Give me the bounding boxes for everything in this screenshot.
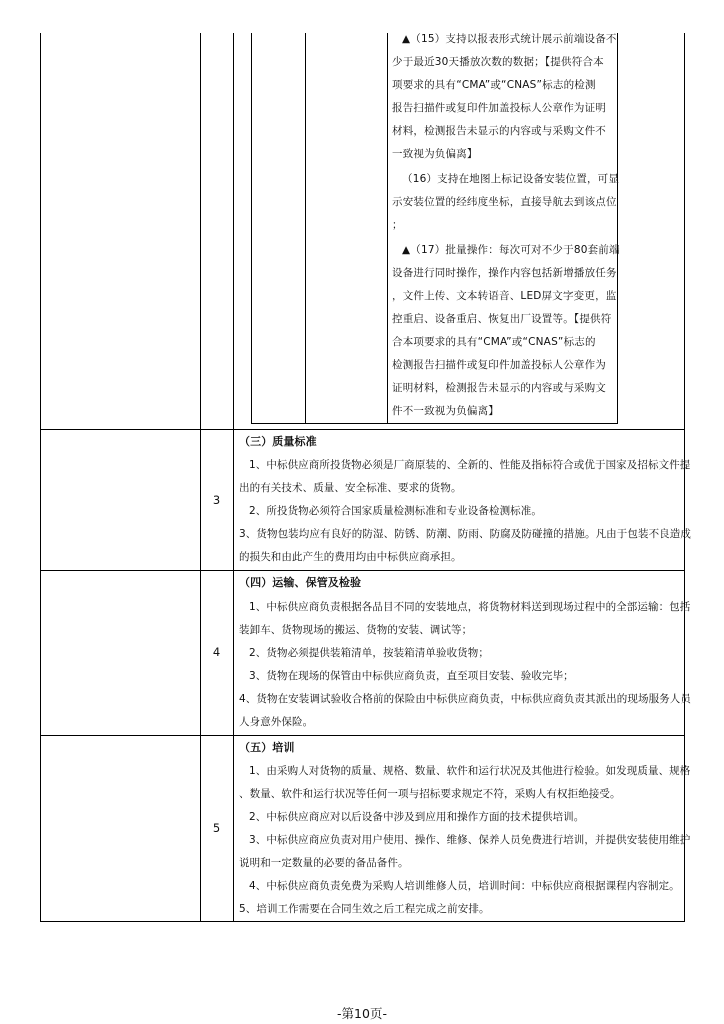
spec-line: ； [392,219,403,231]
spec-line: 材料，检测报告未显示的内容或与采购文件不 [392,125,606,137]
paragraph-line: 5、培训工作需要在合同生效之后工程完成之前安排。 [239,903,490,915]
paragraph-line: 1、由采购人对货物的质量、规格、数量、软件和运行状况及其他进行检验。如发现质量、规格 [249,765,691,777]
paragraph-line: 3、货物在现场的保管由中标供应商负责，直至项目安装、验收完毕； [249,670,574,682]
table-border-bottom [40,921,685,922]
table-border-right [684,33,685,922]
section-heading: （四）运输、保管及检验 [239,576,362,589]
paragraph-line: 1、中标供应商所投货物必须是厂商原装的、全新的、性能及指标符合或优于国家及招标文件提 [249,459,691,471]
inner-table-divider-3 [387,33,388,424]
paragraph-line: 的损失和由此产生的费用均由中标供应商承担。 [239,551,462,563]
paragraph-line: 1、中标供应商负责根据各品目不同的安装地点，将货物材料送到现场过程中的全部运输：包括 [249,601,691,613]
spec-line: （16）支持在地图上标记设备安装位置，可显 [402,173,620,185]
spec-line: 少于最近30天播放次数的数据；【提供符合本 [392,56,604,68]
row-divider-5 [40,735,685,736]
inner-table-border-right [617,33,618,424]
paragraph-line: 人身意外保险。 [239,716,314,728]
paragraph-line: 说明和一定数量的必要的备品备件。 [239,857,409,869]
inner-table-divider-1 [251,33,252,424]
paragraph-line: 出的有关技术、质量、安全标准、要求的货物。 [239,482,462,494]
table-border-left [40,33,41,922]
row-number: 3 [212,493,221,507]
paragraph-line: 3、货物包装均应有良好的防湿、防锈、防潮、防雨、防腐及防碰撞的措施。凡由于包装不良造成 [239,528,691,540]
paragraph-line: 4、货物在安装调试验收合格前的保险由中标供应商负责，中标供应商负责其派出的现场服务人员 [239,693,691,705]
spec-line: 示安装位置的经纬度坐标，直接导航去到该点位 [392,196,617,208]
inner-table-border-bottom [251,423,618,424]
inner-table-divider-2 [305,33,306,424]
spec-line: ▲（15）支持以报表形式统计展示前端设备不 [402,33,617,45]
paragraph-line: 2、货物必须提供装箱清单，按装箱清单验收货物； [249,647,489,659]
paragraph-line: 、数量、软件和运行状况等任何一项与招标要求规定不符，采购人有权拒绝接受。 [239,788,621,800]
paragraph-line: 2、所投货物必须符合国家质量检测标准和专业设备检测标准。 [249,505,542,517]
paragraph-line: 装卸车、货物现场的搬运、货物的安装、调试等； [239,624,473,636]
section-heading: （五）培训 [239,741,295,754]
paragraph-line: 2、中标供应商应对以后设备中涉及到应用和操作方面的技术提供培训。 [249,811,585,823]
column-divider-number-left [200,33,201,922]
paragraph-line: 4、中标供应商负责免费为采购人培训维修人员，培训时间：中标供应商根据课程内容制定。 [249,880,680,892]
spec-line: 项要求的具有“CMA”或“CNAS”标志的检测 [392,79,596,91]
column-divider-number-right [233,33,234,922]
section-heading: （三）质量标准 [239,435,317,448]
row-number: 5 [212,821,221,835]
row-divider-4 [40,570,685,571]
spec-line: 检测报告扫描件或复印件加盖投标人公章作为 [392,359,606,371]
page-number: -第10页- [337,1006,387,1021]
spec-line: 合本项要求的具有“CMA”或“CNAS”标志的 [392,336,596,348]
spec-line: 报告扫描件或复印件加盖投标人公章作为证明 [392,102,606,114]
spec-line: ▲（17）批量操作：每次可对不少于80套前端 [402,244,620,256]
spec-line: 件不一致视为负偏离】 [392,405,499,417]
spec-line: 设备进行同时操作，操作内容包括新增播放任务 [392,267,617,279]
spec-line: 控重启、设备重启、恢复出厂设置等。【提供符 [392,313,612,325]
row-number: 4 [212,645,221,659]
spec-line: 证明材料，检测报告未显示的内容或与采购文 [392,382,606,394]
spec-line: ，文件上传、文本转语音、LED屏文字变更，监 [392,290,617,302]
spec-line: 一致视为负偏离】 [392,148,478,160]
row-divider-3 [40,429,685,430]
paragraph-line: 3、中标供应商应负责对用户使用、操作、维修、保养人员免费进行培训，并提供安装使用维护 [249,834,691,846]
